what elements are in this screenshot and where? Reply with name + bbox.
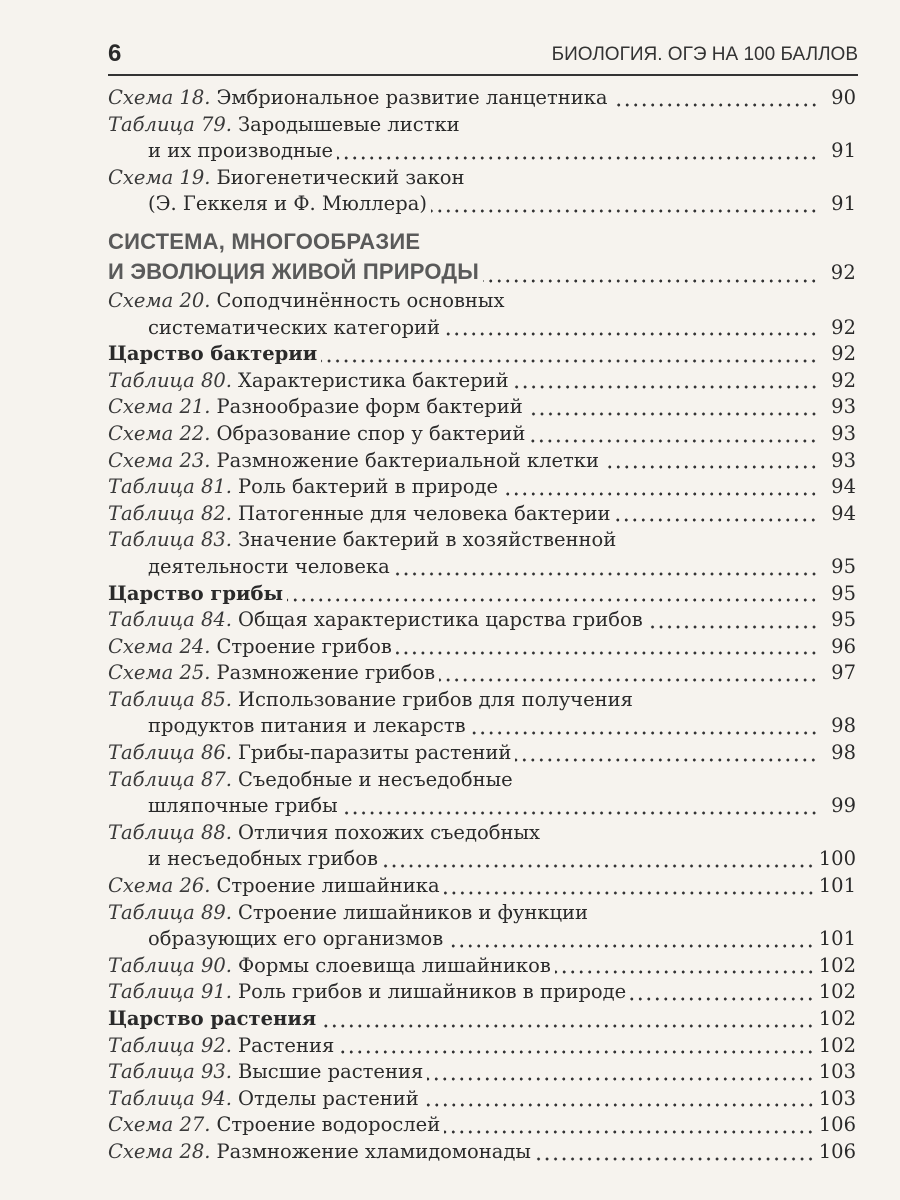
entry-page-number: 92: [830, 260, 856, 284]
dot-leader: [555, 970, 815, 974]
entry-title-continuation: (Э. Геккеля и Ф. Мюллера): [148, 192, 427, 216]
entry-label: Схема 24.: [108, 634, 211, 658]
toc-entry[interactable]: [108, 768, 856, 795]
entry-title: Царство растения: [108, 1007, 317, 1030]
entry-title: Отделы растений: [237, 1086, 419, 1110]
entry-page-number: 98: [831, 714, 856, 738]
entry-page-number: 94: [831, 501, 856, 525]
entry-title: Использование грибов для получения: [237, 687, 633, 711]
toc-entry[interactable]: [108, 874, 856, 901]
entry-title: СИСТЕМА, МНОГООБРАЗИЕ: [108, 228, 421, 254]
entry-title: Соподчинённость основных: [216, 288, 505, 312]
entry-title: Размножение грибов: [216, 661, 436, 685]
dot-leader: [535, 1157, 815, 1161]
entry-label: Таблица 94.: [108, 1086, 232, 1110]
dot-leader: [394, 572, 818, 576]
entry-label: Схема 21.: [108, 395, 211, 419]
dot-leader: [444, 891, 815, 895]
toc-entry[interactable]: [108, 1007, 856, 1034]
toc-entry[interactable]: [108, 166, 856, 193]
dot-leader: [431, 209, 818, 213]
entry-page-number: 98: [831, 741, 856, 765]
entry-label: Схема 20.: [108, 288, 211, 312]
entry-label: Таблица 85.: [108, 687, 232, 711]
entry-label: Таблица 83.: [108, 528, 232, 552]
toc-entry[interactable]: [108, 528, 856, 555]
toc-entry[interactable]: [108, 1060, 856, 1087]
toc-entry[interactable]: [108, 661, 856, 688]
toc-entry[interactable]: [108, 1087, 856, 1114]
entry-title-continuation: и несъедобных грибов: [148, 847, 378, 871]
entry-title: Разнообразие форм бактерий: [216, 395, 523, 419]
entry-label: Схема 19.: [108, 165, 211, 189]
dot-leader: [287, 598, 818, 602]
entry-label: Схема 27.: [108, 1113, 211, 1137]
toc-entry[interactable]: [108, 369, 856, 396]
toc-entry-continuation: [108, 259, 856, 289]
toc-entry[interactable]: [108, 1140, 856, 1167]
dot-leader: [396, 651, 818, 655]
entry-title: Строение лишайника: [216, 874, 440, 898]
dot-leader: [320, 1024, 815, 1028]
toc-entry-continuation: [108, 139, 856, 166]
dot-leader: [321, 359, 818, 363]
toc-entry[interactable]: [108, 980, 856, 1007]
dot-leader: [527, 412, 818, 416]
entry-title: Значение бактерий в хозяйственной: [237, 528, 617, 552]
toc-entry-continuation: [108, 192, 856, 219]
toc-entry-continuation: [108, 555, 856, 582]
table-of-contents: [108, 86, 856, 1167]
toc-entry[interactable]: [108, 1113, 856, 1140]
entry-page-number: 106: [818, 1113, 856, 1137]
toc-entry[interactable]: [108, 395, 856, 422]
entry-title-continuation: систематических категорий: [148, 315, 441, 339]
entry-title: Биогенетический закон: [216, 165, 465, 189]
entry-title: Роль бактерий в природе: [237, 475, 498, 499]
entry-page-number: 100: [818, 847, 856, 871]
entry-title: Отличия похожих съедобных: [237, 820, 540, 844]
dot-leader: [427, 1077, 815, 1081]
dot-leader: [612, 103, 818, 107]
dot-leader: [444, 332, 818, 336]
entry-title: Строение грибов: [216, 634, 392, 658]
entry-page-number: 94: [831, 475, 856, 499]
entry-page-number: 102: [818, 1033, 856, 1057]
dot-leader: [647, 625, 818, 629]
entry-label: Схема 18.: [108, 86, 211, 109]
entry-page-number: 103: [818, 1086, 856, 1110]
running-title: БИОЛОГИЯ. ОГЭ НА 100 БАЛЛОВ: [551, 44, 858, 65]
entry-title: Общая характеристика царства грибов: [237, 608, 643, 632]
toc-entry[interactable]: [108, 582, 856, 609]
toc-entry[interactable]: [108, 821, 856, 848]
toc-entry[interactable]: [108, 1034, 856, 1061]
entry-page-number: 93: [831, 448, 856, 472]
entry-label: Таблица 91.: [108, 980, 232, 1004]
entry-label: Таблица 84.: [108, 608, 232, 632]
entry-page-number: 95: [831, 581, 856, 605]
entry-title-continuation: И ЭВОЛЮЦИЯ ЖИВОЙ ПРИРОДЫ: [108, 258, 480, 284]
entry-page-number: 93: [831, 421, 856, 445]
toc-entry[interactable]: [108, 954, 856, 981]
entry-page-number: 102: [818, 953, 856, 977]
toc-entry[interactable]: [108, 449, 856, 476]
entry-label: Схема 25.: [108, 661, 211, 685]
dot-leader: [447, 944, 814, 948]
entry-label: Таблица 89.: [108, 900, 232, 924]
entry-page-number: 101: [818, 927, 856, 951]
entry-page-number: 96: [831, 634, 856, 658]
entry-page-number: 99: [831, 794, 856, 818]
toc-entry[interactable]: [108, 688, 856, 715]
toc-entry[interactable]: [108, 502, 856, 529]
entry-title: Образование спор у бактерий: [216, 421, 526, 445]
entry-label: Таблица 79.: [108, 112, 232, 136]
entry-page-number: 95: [831, 608, 856, 632]
entry-label: Таблица 88.: [108, 820, 232, 844]
dot-leader: [603, 465, 818, 469]
dot-leader: [502, 492, 818, 496]
toc-entry-continuation: [108, 316, 856, 343]
dot-leader: [614, 518, 818, 522]
entry-title-continuation: деятельности человека: [148, 554, 390, 578]
entry-title: Размножение хламидомонады: [216, 1139, 531, 1163]
entry-page-number: 90: [831, 86, 856, 109]
entry-page-number: 97: [831, 661, 856, 685]
dot-leader: [515, 758, 818, 762]
entry-title: Съедобные и несъедобные: [237, 767, 513, 791]
entry-title: Характеристика бактерий: [237, 368, 509, 392]
entry-label: Таблица 90.: [108, 953, 232, 977]
dot-leader: [513, 385, 818, 389]
toc-entry-continuation: [108, 927, 856, 954]
entry-page-number: 103: [818, 1060, 856, 1084]
entry-title: Высшие растения: [237, 1060, 424, 1084]
entry-page-number: 102: [818, 980, 856, 1004]
toc-entry[interactable]: [108, 635, 856, 662]
toc-entry[interactable]: [108, 901, 856, 928]
entry-title-continuation: образующих его организмов: [148, 927, 444, 951]
entry-title: Строение лишайников и функции: [237, 900, 589, 924]
toc-entry[interactable]: [108, 475, 856, 502]
entry-title: Грибы-паразиты растений: [237, 741, 512, 765]
toc-entry[interactable]: [108, 113, 856, 140]
dot-leader: [337, 156, 818, 160]
entry-title-continuation: шляпочные грибы: [148, 794, 338, 818]
toc-entry-continuation: [108, 794, 856, 821]
entry-title: Зародышевые листки: [237, 112, 460, 136]
entry-page-number: 92: [831, 368, 856, 392]
entry-title: Царство бактерии: [108, 342, 318, 366]
toc-entry-continuation: [108, 847, 856, 874]
dot-leader: [439, 678, 818, 682]
entry-title: Строение водорослей: [216, 1113, 441, 1137]
toc-entry-continuation: [108, 714, 856, 741]
entry-label: Таблица 80.: [108, 368, 232, 392]
entry-page-number: 91: [831, 139, 856, 163]
entry-label: Схема 22.: [108, 421, 211, 445]
entry-page-number: 102: [818, 1007, 856, 1030]
entry-title-continuation: продуктов питания и лекарств: [148, 714, 466, 738]
entry-page-number: 92: [831, 342, 856, 366]
entry-label: Таблица 82.: [108, 501, 232, 525]
entry-title: Эмбриональное развитие ланцетника: [216, 86, 608, 109]
entry-label: Таблица 87.: [108, 767, 232, 791]
entry-title: Роль грибов и лишайников в природе: [237, 980, 627, 1004]
entry-page-number: 92: [831, 315, 856, 339]
page-header: [108, 38, 858, 76]
entry-label: Таблица 92.: [108, 1033, 232, 1057]
dot-leader: [423, 1103, 815, 1107]
dot-leader: [470, 731, 818, 735]
spacer: [108, 219, 856, 229]
entry-title: Патогенные для человека бактерии: [237, 501, 611, 525]
entry-page-number: 91: [831, 192, 856, 216]
dot-leader: [342, 811, 818, 815]
dot-leader: [444, 1130, 815, 1134]
dot-leader: [382, 864, 815, 868]
entry-title-continuation: и их производные: [148, 139, 334, 163]
entry-page-number: 106: [818, 1139, 856, 1163]
entry-title: Царство грибы: [108, 581, 284, 605]
entry-title: Формы слоевища лишайников: [237, 953, 551, 977]
entry-label: Таблица 86.: [108, 741, 232, 765]
toc-entry[interactable]: [108, 422, 856, 449]
entry-title: Растения: [237, 1033, 335, 1057]
toc-entry[interactable]: [108, 342, 856, 369]
entry-page-number: 95: [831, 554, 856, 578]
entry-label: Схема 23.: [108, 448, 211, 472]
toc-entry[interactable]: [108, 229, 856, 259]
entry-label: Таблица 81.: [108, 475, 232, 499]
entry-label: Схема 26.: [108, 874, 211, 898]
toc-entry[interactable]: [108, 741, 856, 768]
entry-page-number: 93: [831, 395, 856, 419]
dot-leader: [630, 997, 815, 1001]
dot-leader: [529, 439, 818, 443]
toc-entry[interactable]: [108, 86, 856, 113]
toc-entry[interactable]: [108, 289, 856, 316]
toc-entry[interactable]: [108, 608, 856, 635]
dot-leader: [483, 279, 818, 283]
entry-page-number: 101: [818, 874, 856, 898]
entry-label: Таблица 93.: [108, 1060, 232, 1084]
entry-label: Схема 28.: [108, 1139, 211, 1163]
entry-title: Размножение бактериальной клетки: [216, 448, 599, 472]
dot-leader: [338, 1050, 815, 1054]
page-number: 6: [108, 40, 122, 67]
